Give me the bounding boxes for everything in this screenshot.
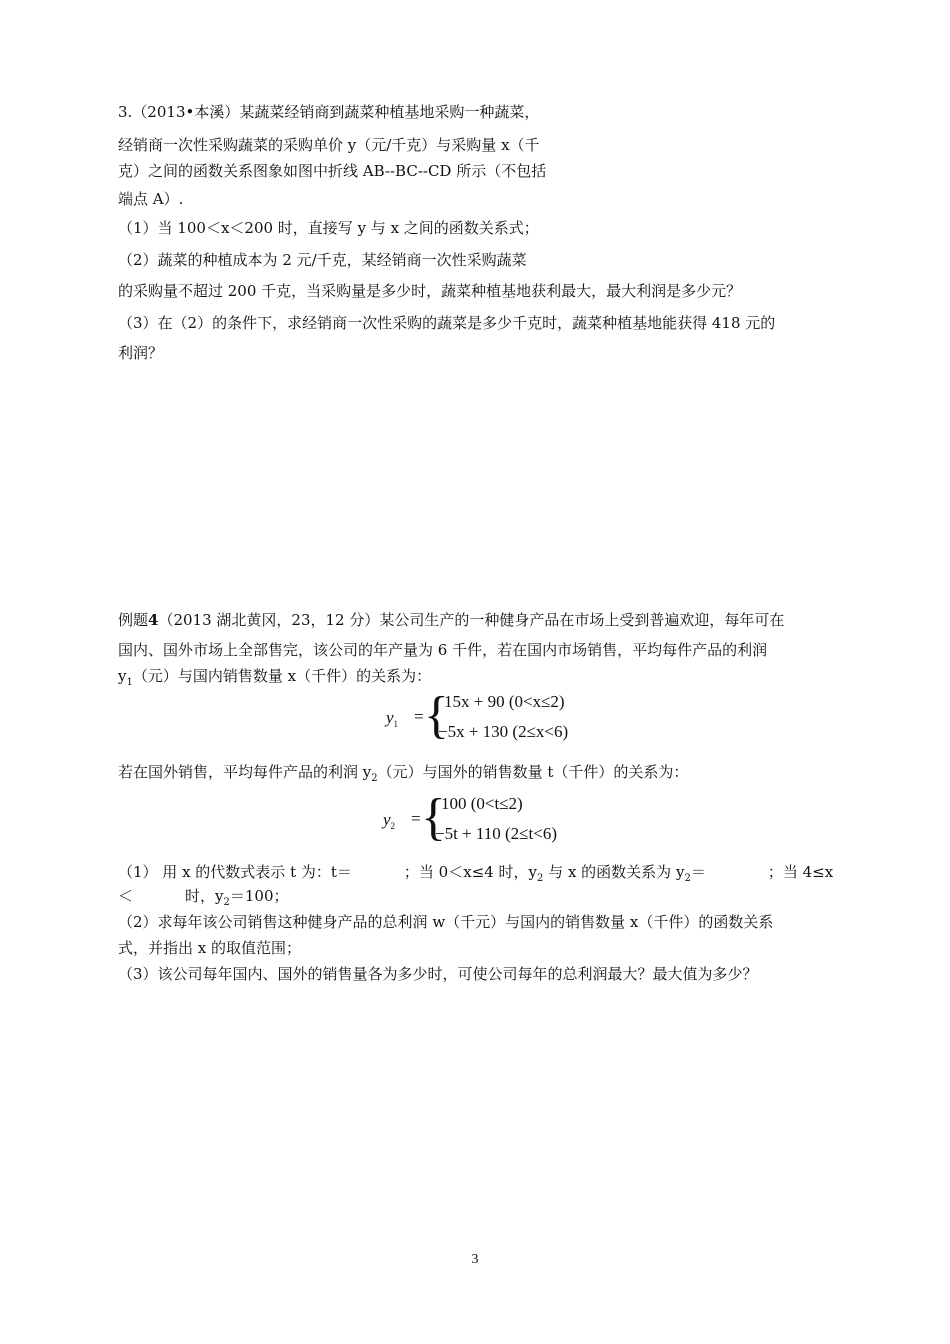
example-number: 4 bbox=[148, 611, 159, 629]
problem-3-line-1: 3.（2013•本溪）某蔬菜经销商到蔬菜种植基地采购一种蔬菜， bbox=[118, 103, 540, 121]
problem-3-part-1: （1）当 100＜x＜200 时，直接写 y 与 x 之间的函数关系式； bbox=[118, 219, 539, 237]
problem-3-line-4: 端点 A）. bbox=[118, 190, 184, 208]
problem-3-part-2: （2）蔬菜的种植成本为 2 元/千克，某经销商一次性采购蔬菜 bbox=[118, 251, 527, 269]
example-4-intro bbox=[118, 610, 784, 630]
equation-y2-case-2: −5t + 110 (2≤t<6) bbox=[435, 824, 557, 843]
left-brace-icon: { bbox=[421, 789, 446, 846]
left-brace-icon: { bbox=[424, 687, 449, 744]
problem-3-part-3-cont: 利润？ bbox=[118, 344, 164, 362]
equation-y2: $y_2$ = { 100 (0<t≤2) −5t + 110 (2≤t<6) bbox=[383, 789, 557, 846]
page-number: 3 bbox=[471, 1252, 479, 1267]
example-4-question-3: （3）该公司每年国内、国外的销售量各为多少时，可使公司每年的总利润最大？最大值为多少？ bbox=[118, 965, 758, 983]
problem-3-line-3: 克）之间的函数关系图象如图中折线 AB--BC--CD 所示（不包括 bbox=[118, 162, 547, 180]
problem-3-line-2: 经销商一次性采购蔬菜的采购单价 y（元/千克）与采购量 x（千 bbox=[118, 136, 540, 154]
example-4-line-3: $y_1$（元）与国内销售数量 x（千件）的关系为： bbox=[118, 667, 432, 688]
example-4-question-1-cont: ＜ 时，$y_2=100$； bbox=[118, 887, 289, 908]
example-label: 例题 bbox=[118, 611, 149, 629]
example-4-line-2: 国内、国外市场上全部售完，该公司的年产量为 6 千件，若在国内市场销售，平均每件产品的利润 bbox=[118, 641, 768, 659]
example-4-line-4: 若在国外销售，平均每件产品的利润 $y_2$（元）与国外的销售数量 t（千件）的关系为： bbox=[118, 763, 689, 784]
example-4-question-1: （1） 用 x 的代数式表示 t 为：t＝ ；当 0＜x≤4 时，$y_2$ 与 x 的函数关系为 $y_2=$ ；当 4≤x bbox=[118, 863, 834, 884]
example-4-question-2: （2）求每年该公司销售这种健身产品的总利润 w（千元）与国内的销售数量 x（千件）的函数关系 bbox=[118, 913, 774, 931]
equation-y1-case-1: 15x + 90 (0<x≤2) bbox=[444, 692, 565, 711]
equation-y1: $y_1$ = { 15x + 90 (0<x≤2) −5x + 130 (2≤x<6) bbox=[386, 687, 569, 744]
equation-y1-case-2: −5x + 130 (2≤x<6) bbox=[438, 722, 569, 741]
equation-y2-case-1: 100 (0<t≤2) bbox=[441, 794, 523, 813]
example-4-question-2-cont: 式，并指出 x 的取值范围； bbox=[118, 939, 301, 957]
example-intro-text: （2013 湖北黄冈，23，12 分）某公司生产的一种健身产品在市场上受到普遍欢迎，每年可在 bbox=[158, 611, 785, 629]
problem-3-part-2-cont: 的采购量不超过 200 千克，当采购量是多少时，蔬菜种植基地获利最大，最大利润是多少元？ bbox=[118, 282, 742, 300]
problem-3-part-3: （3）在（2）的条件下，求经销商一次性采购的蔬菜是多少千克时，蔬菜种植基地能获得 418 元的 bbox=[118, 314, 776, 332]
